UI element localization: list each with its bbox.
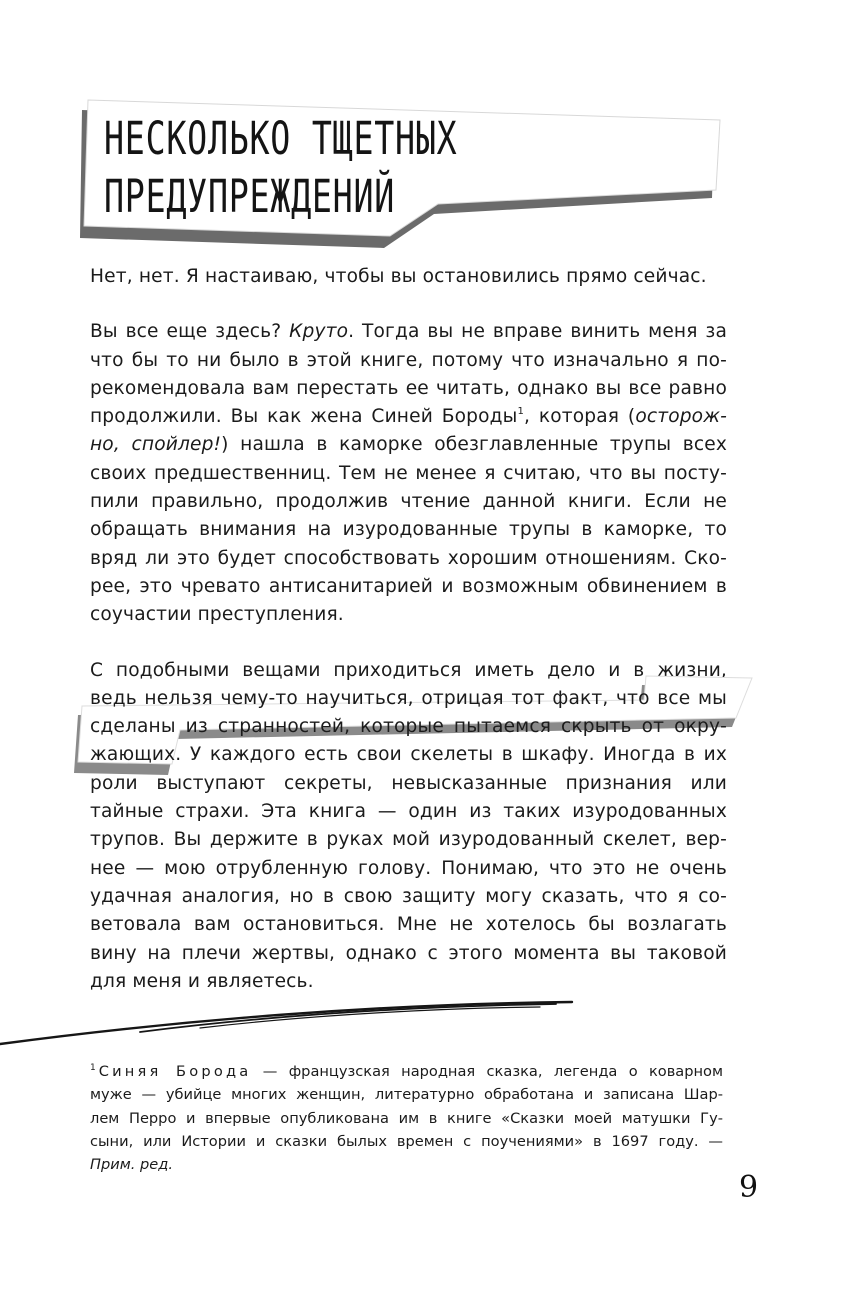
chapter-title-line-1: НЕСКОЛЬКО ТЩЕТНЫХ — [104, 112, 458, 165]
text-line — [90, 318, 727, 346]
text-line — [90, 403, 727, 431]
paragraph-1 — [90, 263, 727, 291]
text-run: . Тогда вы не вправе винить меня за — [348, 321, 727, 343]
text-line: Нет, нет. Я настаиваю, чтобы вы остановились прямо сейчас. — [90, 266, 707, 287]
footnote-line — [90, 1060, 723, 1083]
footnote-line: лем Перро и впервые опубликована им в книге «Сказки моей матушки Гу- — [90, 1109, 723, 1127]
text-line: С подобными вещами приходиться иметь дело и в жизни, — [90, 659, 727, 681]
text-line: рекомендовала вам перестать ее читать, однако вы все равно — [90, 377, 727, 399]
text-line: своих предшественниц. Тем не менее я считаю, что вы посту- — [90, 462, 727, 484]
footnote-line: муже — убийце многих женщин, литературно обработана и записана Шар- — [90, 1086, 723, 1104]
footnote-term: Синяя Борода — [98, 1063, 252, 1080]
text-line — [90, 431, 727, 459]
text-line: ветовала вам остановиться. Мне не хотелось бы возлагать — [90, 914, 727, 936]
text-line: что бы то ни было в этой книге, потому что изначально я по- — [90, 349, 727, 371]
footnote-line: сыни, или Истории и сказки былых времен с поучениями» в 1697 году. — — [90, 1132, 723, 1150]
text-line: сделаны из странностей, которые пытаемся скрыть от окру- — [90, 716, 727, 738]
footnote-line: Прим. ред. — [90, 1156, 173, 1174]
text-line: тайные страхи. Эта книга — один из таких изуродованных — [90, 801, 727, 823]
text-line: удачная аналогия, но в свою защиту могу сказать, что я со- — [90, 885, 727, 907]
italic-run: Круто — [289, 321, 349, 343]
text-line: соучастии преступления. — [90, 604, 344, 626]
text-run: , которая ( — [524, 406, 636, 428]
text-line: обращать внимания на изуродованные трупы в каморке, то — [90, 519, 727, 541]
text-run: Вы все еще здесь? — [90, 321, 290, 343]
text-line: роли выступают секреты, невысказанные признания или — [90, 772, 727, 794]
footnote-reference[interactable]: 1 — [517, 406, 524, 418]
text-run: продолжили. Вы как жена Синей Бороды — [90, 406, 518, 428]
page-number: 9 — [739, 1170, 759, 1205]
italic-run: осторож- — [635, 406, 727, 428]
chapter-title-line-2: ПРЕДУПРЕЖДЕНИЙ — [104, 170, 396, 223]
text-line: вряд ли это будет способствовать хорошим отношениям. Ско- — [90, 547, 727, 569]
text-line: пили правильно, продолжив чтение данной книги. Если не — [90, 491, 727, 513]
paragraph-2 — [90, 318, 727, 629]
footnote — [90, 1060, 723, 1176]
text-line: ведь нельзя чему-то научиться, отрицая тот факт, что все мы — [90, 687, 727, 709]
text-line: нее — мою отрубленную голову. Понимаю, что это не очень — [90, 857, 727, 879]
text-run: ) нашла в каморке обезглавленные трупы всех — [221, 434, 727, 456]
paragraph-3 — [90, 657, 727, 997]
text-line: вину на плечи жертвы, однако с этого момента вы таковой — [90, 942, 727, 964]
italic-run: но, спойлер! — [90, 434, 222, 456]
text-line: рее, это чревато антисанитарией и возможным обвинением в — [90, 575, 727, 597]
footnote-divider-swoosh — [0, 990, 580, 1050]
body-text — [90, 263, 727, 1023]
text-line: для меня и являетесь. — [90, 970, 314, 992]
text-line: жающих. У каждого есть свои скелеты в шкафу. Иногда в их — [90, 744, 727, 766]
text-run: — французская народная сказка, легенда о коварном — [251, 1063, 723, 1080]
chapter-title — [104, 110, 518, 226]
footnote-mark: 1 — [90, 1063, 96, 1073]
text-line: трупов. Вы держите в руках мой изуродованный скелет, вер- — [90, 829, 727, 851]
